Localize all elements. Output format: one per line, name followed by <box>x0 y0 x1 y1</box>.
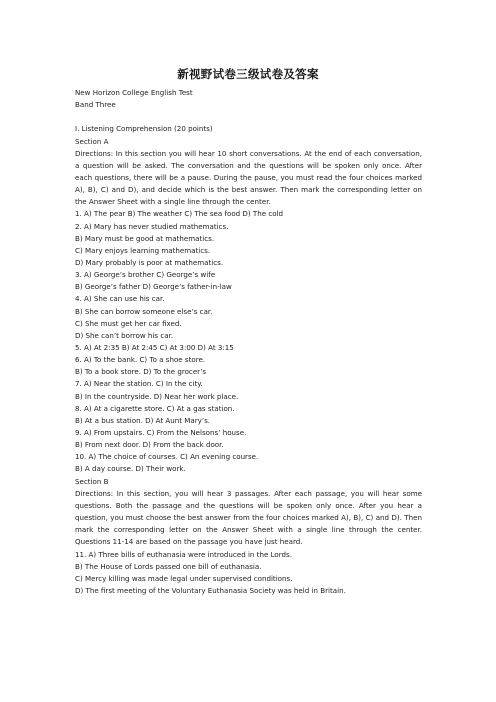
spacer <box>75 111 422 123</box>
question-line: 2. A) Mary has never studied mathematics. <box>75 221 229 231</box>
question-line: 3. A) George’s brother C) George’s wife <box>75 270 216 280</box>
question-line: C) She must get her car fixed. <box>75 318 182 328</box>
question-line: 9. A) From upstairs. C) From the Nelsons’ house. <box>75 428 247 438</box>
document-body <box>75 87 422 597</box>
question-line: B) She can borrow someone else’s car. <box>75 306 213 316</box>
section-b-heading: Section B <box>75 476 109 486</box>
question-line: 8. A) At a cigarette store. C) At a gas station. <box>75 403 235 413</box>
question-line: B) At a bus station. D) At Aunt Mary’s. <box>75 415 211 425</box>
question-line: 11. A) Three bills of euthanasia were introduced in the Lords. <box>75 549 292 559</box>
document-title: 新视野试卷三级试卷及答案 <box>177 67 319 81</box>
question-line: B) Mary must be good at mathematics. <box>75 233 215 243</box>
question-line: 4. A) She can use his car. <box>75 294 165 304</box>
question-line: B) The House of Lords passed one bill of euthanasia. <box>75 561 262 571</box>
question-line: D) She can’t borrow his car. <box>75 330 174 340</box>
question-line: C) Mary enjoys learning mathematics. <box>75 245 211 255</box>
section-b-directions: Directions: In this section, you will hear 3 passages. After each passage, you will hear some questions. Both the passage and the questions will be spoken only once. After you hear a question, you must choose the best answer from the four choices marked A), B), C) and D). Then mark the corresponding letter on the Answer Sheet with a single line through the center. Questions 11-14 are based on the passage you have just heard. <box>75 488 422 547</box>
question-line: C) Mercy killing was made legal under supervised conditions. <box>75 573 293 583</box>
question-line: B) To a book store. D) To the grocer’s <box>75 367 207 377</box>
question-line: B) A day course. D) Their work. <box>75 464 186 474</box>
question-line: D) The first meeting of the Voluntary Euthanasia Society was held in Britain. <box>75 585 346 595</box>
question-line: D) Mary probably is poor at mathematics. <box>75 258 224 268</box>
section-a-directions: Directions: In this section you will hear 10 short conversations. At the end of each conversation, a question will be asked. The conversation and the questions will be spoken only once. After each questions, there will be a pause. During the pause, you must read the four choices marked A), B), C) and D), and decide which is the best answer. Then mark the corresponding letter on the Answer Sheet with a single line through the center. <box>75 148 422 207</box>
question-line: B) In the countryside. D) Near her work place. <box>75 391 239 401</box>
part-heading: I. Listening Comprehension (20 points) <box>75 124 213 134</box>
question-line: 5. A) At 2:35 B) At 2:45 C) At 3:00 D) At 3:15 <box>75 343 234 353</box>
question-line: 6. A) To the bank. C) To a shoe store. <box>75 355 206 365</box>
question-line: B) George’s father D) George’s father-in-law <box>75 282 232 292</box>
section-a-heading: Section A <box>75 136 109 146</box>
band-label: Band Three <box>75 100 116 110</box>
question-line: 7. A) Near the station. C) In the city. <box>75 379 203 389</box>
question-line: 10. A) The choice of courses. C) An evening course. <box>75 452 259 462</box>
question-line: 1. A) The pear B) The weather C) The sea food D) The cold <box>75 209 284 219</box>
test-name: New Horizon College English Test <box>75 88 193 97</box>
question-line: B) From next door. D) From the back door. <box>75 440 224 450</box>
